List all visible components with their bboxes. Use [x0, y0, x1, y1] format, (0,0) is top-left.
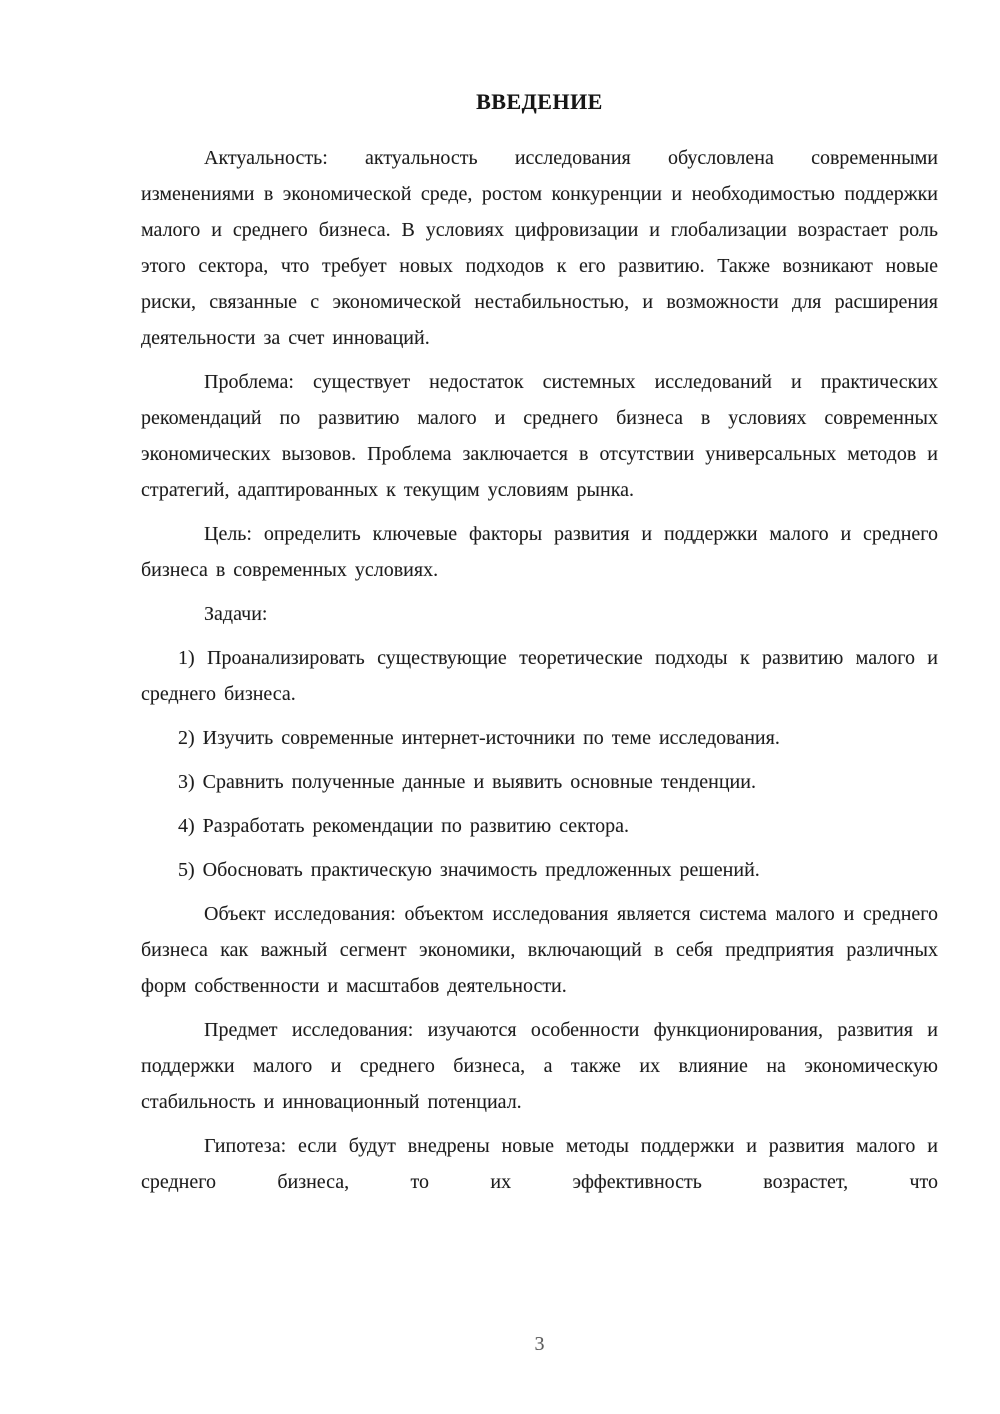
paragraph-tasks-label: Задачи:: [204, 603, 268, 625]
task-item-2: 2) Изучить современные интернет-источники по теме исследования.: [178, 727, 780, 749]
paragraph-relevance: Актуальность: актуальность исследования обусловлена современными изменениями в экономической среде, ростом конкуренции и необходимостью поддержки малого и среднего бизнеса. В условиях цифровизации и глобализации возрастает роль этого сектора, что требует новых подходов к его развитию. Также возникают новые риски, связанные с экономической нестабильностью, и возможности для расширения деятельности за счет инноваций.: [141, 147, 938, 349]
task-item-4: 4) Разработать рекомендации по развитию сектора.: [178, 815, 629, 837]
paragraph-problem: Проблема: существует недостаток системных исследований и практических рекомендаций по развитию малого и среднего бизнеса в условиях современных экономических вызовов. Проблема заключается в отсутствии универсальных методов и стратегий, адаптированных к текущим условиям рынка.: [141, 371, 938, 501]
paragraph-object: Объект исследования: объектом исследования является система малого и среднего бизнеса как важный сегмент экономики, включающий в себя предприятия различных форм собственности и масштабов деятельности.: [141, 903, 938, 997]
paragraph-goal: Цель: определить ключевые факторы развития и поддержки малого и среднего бизнеса в современных условиях.: [141, 523, 938, 581]
task-item-1: 1) Проанализировать существующие теоретические подходы к развитию малого и среднего бизнеса.: [141, 647, 938, 705]
paragraph-subject: Предмет исследования: изучаются особенности функционирования, развития и поддержки малого и среднего бизнеса, а также их влияние на экономическую стабильность и инновационный потенциал.: [141, 1019, 938, 1113]
task-item-5: 5) Обосновать практическую значимость предложенных решений.: [178, 859, 760, 881]
paragraph-hypothesis: Гипотеза: если будут внедрены новые методы поддержки и развития малого и среднего бизнеса, то их эффективность возрастет, что: [141, 1135, 938, 1193]
page-number: 3: [534, 1333, 545, 1355]
task-item-3: 3) Сравнить полученные данные и выявить основные тенденции.: [178, 771, 756, 793]
page-title: ВВЕДЕНИЕ: [476, 89, 603, 114]
